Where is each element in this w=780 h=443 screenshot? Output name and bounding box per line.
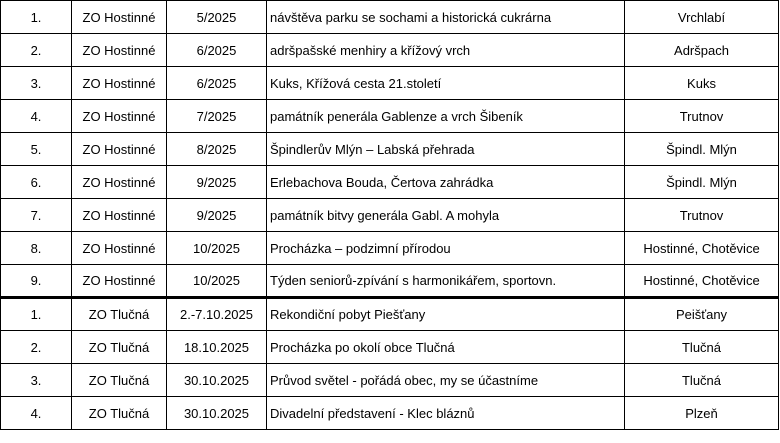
table-row xyxy=(1,67,779,100)
row-place: Trutnov xyxy=(625,100,779,133)
row-organization: ZO Hostinné xyxy=(72,67,167,100)
row-date: 2.-7.10.2025 xyxy=(167,298,267,331)
row-place: Peišťany xyxy=(625,298,779,331)
row-date: 18.10.2025 xyxy=(167,331,267,364)
row-event: Špindlerův Mlýn – Labská přehrada xyxy=(267,133,625,166)
row-number: 4. xyxy=(1,100,72,133)
row-place: Tlučná xyxy=(625,331,779,364)
row-organization: ZO Tlučná xyxy=(72,298,167,331)
row-number: 8. xyxy=(1,232,72,265)
row-event: Rekondiční pobyt Piešťany xyxy=(267,298,625,331)
table-row xyxy=(1,166,779,199)
table-row xyxy=(1,34,779,67)
table-row xyxy=(1,1,779,34)
row-date: 9/2025 xyxy=(167,166,267,199)
table-row xyxy=(1,133,779,166)
row-event: Divadelní představení - Klec bláznů xyxy=(267,397,625,430)
row-date: 8/2025 xyxy=(167,133,267,166)
row-place: Špindl. Mlýn xyxy=(625,133,779,166)
row-organization: ZO Hostinné xyxy=(72,133,167,166)
row-place: Tlučná xyxy=(625,364,779,397)
row-event: návštěva parku se sochami a historická cukrárna xyxy=(267,1,625,34)
table-row xyxy=(1,199,779,232)
row-place: Trutnov xyxy=(625,199,779,232)
row-number: 7. xyxy=(1,199,72,232)
row-organization: ZO Tlučná xyxy=(72,331,167,364)
row-place: Plzeň xyxy=(625,397,779,430)
row-event: Erlebachova Bouda, Čertova zahrádka xyxy=(267,166,625,199)
table-row xyxy=(1,397,779,430)
row-date: 30.10.2025 xyxy=(167,364,267,397)
row-date: 9/2025 xyxy=(167,199,267,232)
row-place: Hostinné, Chotěvice xyxy=(625,232,779,265)
row-event: Procházka – podzimní přírodou xyxy=(267,232,625,265)
row-event: adršpašské menhiry a křížový vrch xyxy=(267,34,625,67)
events-table-body xyxy=(1,1,779,430)
row-place: Hostinné, Chotěvice xyxy=(625,265,779,298)
table-row xyxy=(1,298,779,331)
row-number: 2. xyxy=(1,331,72,364)
row-event: Průvod světel - pořádá obec, my se účastníme xyxy=(267,364,625,397)
row-date: 6/2025 xyxy=(167,67,267,100)
row-number: 4. xyxy=(1,397,72,430)
row-event: Týden seniorů-zpívání s harmonikářem, sportovn. xyxy=(267,265,625,298)
row-organization: ZO Hostinné xyxy=(72,199,167,232)
row-date: 6/2025 xyxy=(167,34,267,67)
row-number: 9. xyxy=(1,265,72,298)
table-row xyxy=(1,232,779,265)
row-date: 10/2025 xyxy=(167,232,267,265)
row-organization: ZO Hostinné xyxy=(72,166,167,199)
table-row xyxy=(1,331,779,364)
row-place: Vrchlabí xyxy=(625,1,779,34)
row-number: 5. xyxy=(1,133,72,166)
row-event: Kuks, Křížová cesta 21.století xyxy=(267,67,625,100)
row-organization: ZO Hostinné xyxy=(72,232,167,265)
row-date: 10/2025 xyxy=(167,265,267,298)
row-event: památník penerála Gablenze a vrch Šibeník xyxy=(267,100,625,133)
row-organization: ZO Hostinné xyxy=(72,100,167,133)
table-row xyxy=(1,364,779,397)
row-organization: ZO Hostinné xyxy=(72,34,167,67)
table-row xyxy=(1,265,779,298)
row-place: Adršpach xyxy=(625,34,779,67)
row-number: 1. xyxy=(1,298,72,331)
row-number: 3. xyxy=(1,67,72,100)
row-number: 3. xyxy=(1,364,72,397)
row-number: 1. xyxy=(1,1,72,34)
row-place: Špindl. Mlýn xyxy=(625,166,779,199)
table-row xyxy=(1,100,779,133)
row-event: památník bitvy generála Gabl. A mohyla xyxy=(267,199,625,232)
row-number: 2. xyxy=(1,34,72,67)
row-organization: ZO Tlučná xyxy=(72,364,167,397)
row-number: 6. xyxy=(1,166,72,199)
row-event: Procházka po okolí obce Tlučná xyxy=(267,331,625,364)
row-organization: ZO Tlučná xyxy=(72,397,167,430)
row-organization: ZO Hostinné xyxy=(72,1,167,34)
row-organization: ZO Hostinné xyxy=(72,265,167,298)
row-date: 7/2025 xyxy=(167,100,267,133)
row-date: 30.10.2025 xyxy=(167,397,267,430)
row-place: Kuks xyxy=(625,67,779,100)
row-date: 5/2025 xyxy=(167,1,267,34)
